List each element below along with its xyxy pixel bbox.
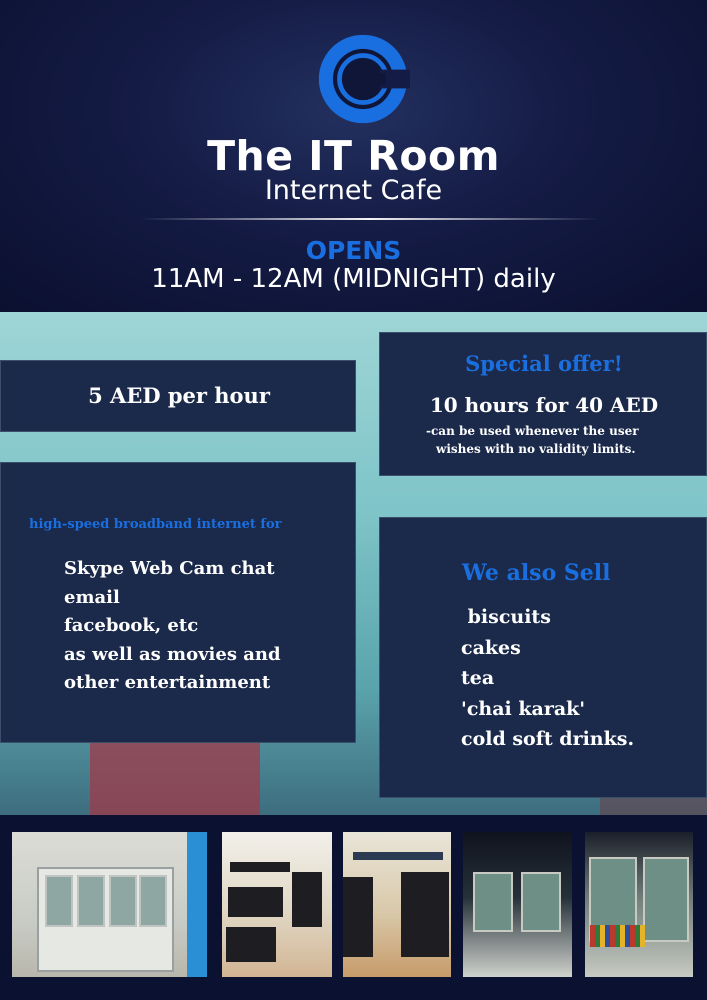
products-panel xyxy=(379,517,707,798)
list-item: biscuits xyxy=(461,606,551,628)
list-item: other entertainment xyxy=(64,672,271,693)
background-decoration xyxy=(90,732,260,815)
internet-services-panel xyxy=(0,462,356,743)
cafe-logo-icon xyxy=(316,32,410,126)
header xyxy=(0,0,707,312)
special-offer-note-line: wishes with no validity limits. xyxy=(436,442,636,456)
door-shape xyxy=(37,867,174,972)
list-item: Skype Web Cam chat xyxy=(64,558,275,579)
internet-heading: high-speed broadband internet for xyxy=(29,517,282,532)
special-offer-note-line: -can be used whenever the user xyxy=(426,424,639,438)
internet-services-list xyxy=(64,555,281,698)
photo-computer-hall xyxy=(343,832,451,977)
special-offer-panel xyxy=(379,332,707,476)
photo-night-exterior xyxy=(463,832,572,977)
hourly-price: 5 AED per hour xyxy=(88,383,270,408)
hourly-price-panel xyxy=(0,360,356,432)
photo-entrance xyxy=(12,832,207,977)
page-subtitle: Internet Cafe xyxy=(264,175,443,206)
list-item: 'chai karak' xyxy=(461,697,586,720)
list-item: as well as movies and xyxy=(64,643,281,665)
header-divider xyxy=(140,218,600,220)
list-item: cold soft drinks. xyxy=(461,728,635,750)
photo-shop-window xyxy=(585,832,693,977)
products-title: We also Sell xyxy=(462,560,611,586)
list-item: cakes xyxy=(461,636,521,659)
special-offer-note xyxy=(426,422,706,458)
photo-computer-stations xyxy=(222,832,332,977)
list-item: email xyxy=(64,586,120,608)
special-offer-title: Special offer! xyxy=(465,351,623,376)
opening-hours: 11AM - 12AM (MIDNIGHT) daily xyxy=(151,264,556,294)
opens-label: OPENS xyxy=(305,236,402,265)
drinks-shelf xyxy=(590,925,645,947)
page-title: The IT Room xyxy=(207,132,500,180)
special-offer-deal: 10 hours for 40 AED xyxy=(429,393,659,417)
list-item: facebook, etc xyxy=(64,615,199,636)
products-list xyxy=(461,602,634,755)
list-item: tea xyxy=(461,667,495,689)
